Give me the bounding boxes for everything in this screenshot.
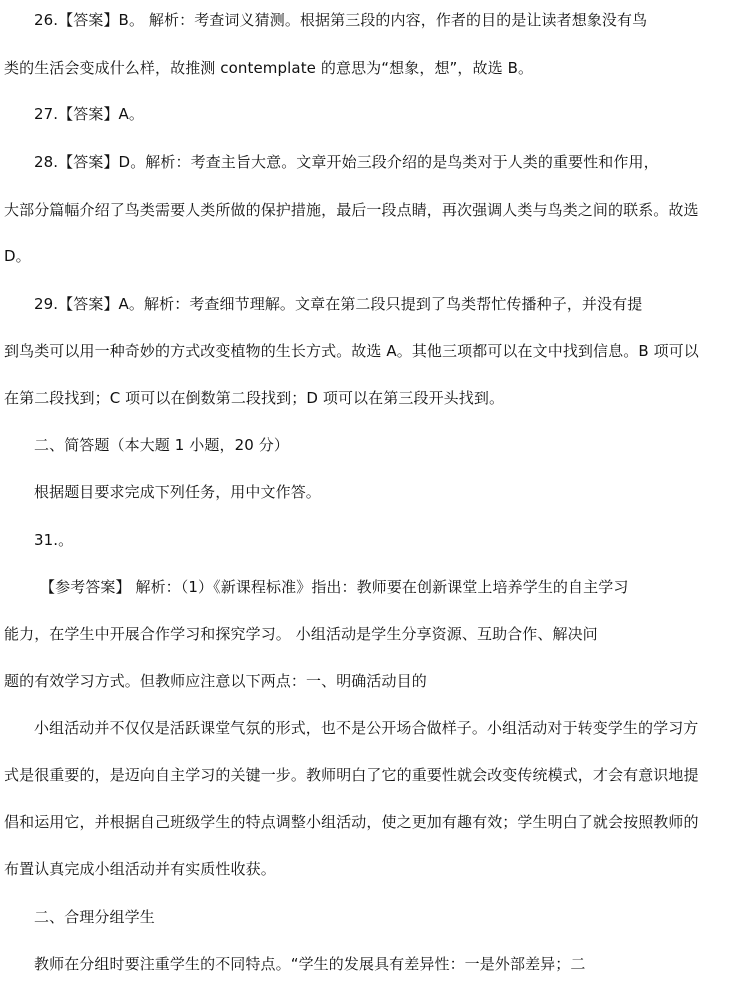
paragraph-line-2: 式是很重要的，是迈向自主学习的关键一步。教师明白了它的重要性就会改变传统模式，才会有意识地提 [4,766,699,784]
reference-answer-line-1: 【参考答案】 解析：（1）《新课程标准》指出：教师要在创新课堂上培养学生的自主学习 [40,578,629,596]
q31-label: 31.。 [34,531,74,549]
paragraph-line-1: 小组活动并不仅仅是活跃课堂气氛的形式，也不是公开场合做样子。小组活动对于转变学生的学习方 [34,719,699,737]
q27-answer-line: 27.【答案】A。 [34,105,145,123]
q29-answer-line-3: 在第二段找到；C 项可以在倒数第二段找到；D 项可以在第三段开头找到。 [4,389,505,407]
q29-answer-line-1: 29.【答案】A。解析：考查细节理解。文章在第二段只提到了鸟类帮忙传播种子，并没有提 [34,295,643,313]
q26-answer-line-1: 26.【答案】B。 解析：考查词义猜测。根据第三段的内容，作者的目的是让读者想象没有鸟 [34,11,648,29]
subheading-grouping: 二、合理分组学生 [34,908,155,926]
q29-answer-line-2: 到鸟类可以用一种奇妙的方式改变植物的生长方式。故选 A。其他三项都可以在文中找到信息。B 项可以 [4,342,699,360]
q26-answer-line-2: 类的生活会变成什么样，故推测 contemplate 的意思为“想象，想”，故选 B。 [4,59,534,77]
paragraph-line-3: 倡和运用它，并根据自己班级学生的特点调整小组活动，使之更加有趣有效；学生明白了就会按照教师的 [4,813,699,831]
reference-answer-line-3: 题的有效学习方式。但教师应注意以下两点：一、明确活动目的 [4,672,427,690]
q28-answer-line-3: D。 [4,247,31,265]
paragraph-grouping-line-1: 教师在分组时要注重学生的不同特点。“学生的发展具有差异性：一是外部差异；二 [34,955,586,973]
q28-answer-line-2: 大部分篇幅介绍了鸟类需要人类所做的保护措施，最后一段点睛，再次强调人类与鸟类之间的联系。故选 [4,201,699,219]
reference-answer-line-2: 能力，在学生中开展合作学习和探究学习。 小组活动是学生分享资源、互助合作、解决问 [4,625,598,643]
paragraph-line-4: 布置认真完成小组活动并有实质性收获。 [4,860,276,878]
instruction-line: 根据题目要求完成下列任务，用中文作答。 [34,483,321,501]
q28-answer-line-1: 28.【答案】D。解析：考查主旨大意。文章开始三段介绍的是鸟类对于人类的重要性和作用， [34,153,659,171]
section-heading-short-answer: 二、简答题（本大题 1 小题，20 分） [34,436,289,454]
